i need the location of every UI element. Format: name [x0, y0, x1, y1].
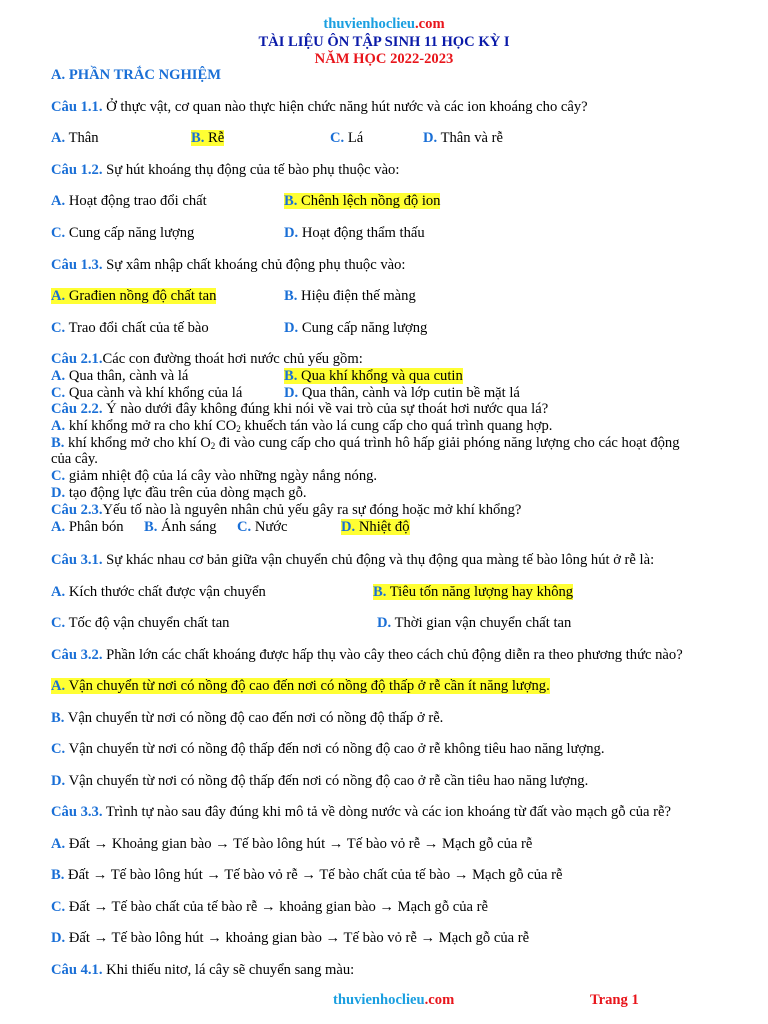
option-d: D. Đất → Tế bào lông hút → khoảng gian bào → Tế bào vỏ rễ → Mạch gỗ của rễ [51, 930, 530, 946]
option-a: A. khí khổng mở ra cho khí $CO_2$ khuếch tán vào lá cung cấp cho quá trình quang hợp. [51, 418, 553, 434]
document-title: TÀI LIỆU ÔN TẬP SINH 11 HỌC KỲ I [258, 34, 510, 50]
option-d: D. Thời gian vận chuyển chất tan [377, 615, 572, 631]
question-4-1 [51, 962, 354, 979]
page-number: Trang 1 [590, 992, 639, 1008]
question-text: Sự xâm nhập chất khoáng chủ động phụ thuộc vào: [102, 257, 406, 273]
question-text: Phần lớn các chất khoáng được hấp thụ vào cây theo cách chủ động diễn ra theo phương thức nào? [102, 647, 683, 663]
option-b: B. Qua khí khổng và qua cutin [284, 368, 463, 384]
question-number: Câu 2.3. [51, 502, 103, 518]
option-b: B. Vận chuyển từ nơi có nồng độ cao đến nơi có nồng độ thấp ở rễ. [51, 710, 444, 726]
option-c: C. Đất → Tế bào chất của tế bào rễ → khoảng gian bào → Mạch gỗ của rễ [51, 899, 489, 915]
option-b: B. Tiêu tốn năng lượng hay không [373, 584, 574, 600]
question-1-1 [51, 99, 588, 116]
option-a: A. Kích thước chất được vận chuyển [51, 584, 266, 600]
option-d: D. Nhiệt độ [341, 519, 410, 535]
option-c: C. Nước [237, 519, 288, 535]
question-number: Câu 3.2. [51, 647, 103, 663]
question-text: Yếu tố nào là nguyên nhân chủ yếu gây ra sự đóng hoặc mở khí khổng? [102, 502, 522, 518]
question-number: Câu 3.3. [51, 804, 103, 820]
question-number: Câu 1.3. [51, 257, 103, 273]
question-number: Câu 2.2. [51, 401, 103, 417]
option-d: D. Hoạt động thẩm thấu [284, 225, 425, 241]
option-b: B. khí khổng mở cho khí $O_2$ đi vào cung cấp cho quá trình hô hấp giải phóng năng lượng cho các hoạt động [51, 435, 680, 451]
question-text: Sự khác nhau cơ bản giữa vận chuyển chủ động và thụ động qua màng tế bào lông hút ở rễ là: [102, 552, 655, 568]
question-number: Câu 3.1. [51, 552, 103, 568]
question-2-2 [51, 401, 548, 418]
question-number: Câu 4.1. [51, 962, 103, 978]
site-name: thuvienhoclieu [323, 16, 416, 32]
section-heading: A. PHẦN TRẮC NGHIỆM [51, 67, 221, 83]
option-b: B. Rễ [191, 130, 225, 146]
school-year: NĂM HỌC 2022-2023 [314, 51, 454, 67]
option-c: C. Cung cấp năng lượng [51, 225, 195, 241]
question-number: Câu 2.1. [51, 351, 103, 367]
option-d: D. Qua thân, cành và lớp cutin bề mặt lá [284, 385, 520, 401]
question-text: Các con đường thoát hơi nước chủ yếu gồm: [102, 351, 363, 367]
option-b: B. Hiệu điện thế màng [284, 288, 416, 304]
question-number: Câu 1.2. [51, 162, 103, 178]
site-header [0, 16, 768, 33]
option-a: A. Phân bón [51, 519, 124, 535]
option-a: A. Hoạt động trao đổi chất [51, 193, 207, 209]
option-a: A. Đất → Khoảng gian bào → Tế bào lông hút → Tế bào vỏ rễ → Mạch gỗ của rễ [51, 836, 533, 852]
option-c: C. Trao đổi chất của tế bào [51, 320, 209, 336]
option-c: C. Vận chuyển từ nơi có nồng độ thấp đến nơi có nồng độ cao ở rễ không tiêu hao năng lượng. [51, 741, 605, 757]
question-text: Khi thiếu nitơ, lá cây sẽ chuyển sang màu: [102, 962, 355, 978]
question-3-3 [51, 804, 671, 821]
question-3-2 [51, 647, 683, 664]
option-b: B. Chênh lệch nồng độ ion [284, 193, 441, 209]
option-d: D. Vận chuyển từ nơi có nồng độ thấp đến nơi có nồng độ cao ở rễ cần tiêu hao năng lượng. [51, 773, 589, 789]
option-a: A. Qua thân, cành và lá [51, 368, 189, 384]
option-b: B. Đất → Tế bào lông hút → Tế bào vỏ rễ → Tế bào chất của tế bào → Mạch gỗ của rễ [51, 867, 563, 883]
footer-site: thuvienhoclieu.com [333, 992, 455, 1008]
option-c: C. Tốc độ vận chuyển chất tan [51, 615, 230, 631]
question-2-1 [51, 351, 363, 368]
question-2-3 [51, 502, 521, 519]
question-text: Sự hút khoáng thụ động của tế bào phụ thuộc vào: [102, 162, 400, 178]
option-a: A. Vận chuyển từ nơi có nồng độ cao đến nơi có nồng độ thấp ở rễ cần ít năng lượng. [51, 678, 550, 694]
site-domain: .com [415, 16, 445, 32]
option-d: D. Thân và rễ [423, 130, 503, 146]
question-text: Trình tự nào sau đây đúng khi mô tả về dòng nước và các ion khoáng từ đất vào mạch gỗ của rễ? [102, 804, 671, 820]
option-b-continued: của cây. [51, 451, 98, 467]
option-a: A. Thân [51, 130, 99, 146]
question-text: Ở thực vật, cơ quan nào thực hiện chức năng hút nước và các ion khoáng cho cây? [102, 99, 588, 115]
question-number: Câu 1.1. [51, 99, 103, 115]
option-d: D. Cung cấp năng lượng [284, 320, 428, 336]
question-3-1 [51, 552, 654, 569]
option-c: C. Lá [330, 130, 364, 146]
question-1-3 [51, 257, 405, 274]
question-text: Ý nào dưới đây không đúng khi nói về vai trò của sự thoát hơi nước qua lá? [102, 401, 549, 417]
question-1-2 [51, 162, 399, 179]
option-d: D. tạo động lực đầu trên của dòng mạch gỗ. [51, 485, 307, 501]
option-a: A. Građien nồng độ chất tan [51, 288, 217, 304]
option-c: C. giảm nhiệt độ của lá cây vào những ngày nắng nóng. [51, 468, 378, 484]
option-c: C. Qua cành và khí khổng của lá [51, 385, 243, 401]
option-b: B. Ánh sáng [144, 519, 217, 535]
